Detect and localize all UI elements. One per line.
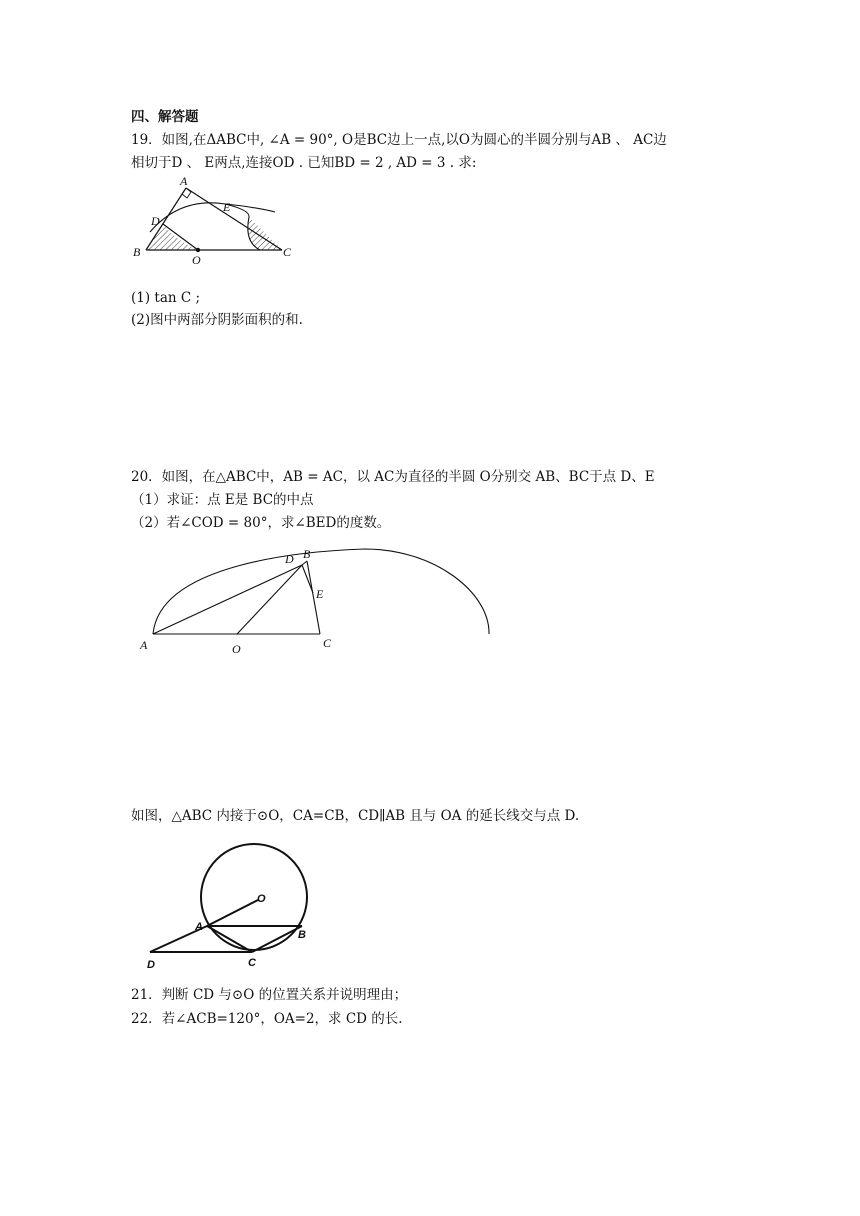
q19-label-b: B (133, 245, 141, 259)
q21-intro: 如图，△ABC 内接于⊙O，CA=CB，CD∥AB 且与 OA 的延长线交与点 D. (131, 808, 580, 824)
q19-label-c: C (283, 245, 292, 259)
q19-label-a: A (180, 174, 188, 188)
q20-label-c: C (323, 636, 332, 650)
q19-part2: (2)图中两部分阴影面积的和. (131, 312, 303, 328)
q19-text-line1: 19．如图,在ΔABC中, ∠A = 90°, O是BC边上一点,以O为圆心的半圆分别与AB 、 AC边 (131, 132, 667, 148)
q21-label-o: O (257, 893, 266, 905)
q19-part1: (1) tan C ; (131, 290, 201, 306)
q20-label-e: E (316, 587, 324, 601)
q20-figure (135, 543, 505, 658)
q21-label-d: D (147, 959, 155, 971)
q19-label-d: D (151, 214, 160, 228)
q21-label-a: A (195, 921, 203, 933)
q20-label-d: D (285, 552, 294, 566)
q21-label-c: C (248, 957, 256, 969)
q21-text: 21．判断 CD 与⊙O 的位置关系并说明理由； (131, 987, 408, 1003)
q19-figure (130, 172, 300, 267)
q20-part1: （1）求证：点 E是 BC的中点 (131, 492, 314, 508)
q22-text: 22．若∠ACB=120°，OA=2，求 CD 的长. (131, 1011, 403, 1027)
q20-label-a: A (140, 638, 148, 652)
q19-label-o: O (192, 253, 201, 267)
q19-text-line2: 相切于D 、 E两点,连接OD . 已知BD = 2 , AD = 3 . 求: (131, 155, 477, 171)
q21-label-b: B (298, 929, 306, 941)
q20-part2: （2）若∠COD = 80°，求∠BED的度数。 (131, 515, 391, 531)
q20-label-b: B (303, 547, 311, 561)
q21-circle (201, 844, 307, 950)
section-title: 四、解答题 (131, 109, 199, 125)
q20-label-o: O (232, 642, 241, 656)
q19-label-e: E (223, 200, 231, 214)
q20-text-line1: 20．如图，在△ABC中，AB = AC，以 AC为直径的半圆 O分别交 AB、BC于点 D、E (131, 469, 655, 485)
q21-figure (140, 840, 320, 970)
q19-point-o (196, 248, 200, 252)
